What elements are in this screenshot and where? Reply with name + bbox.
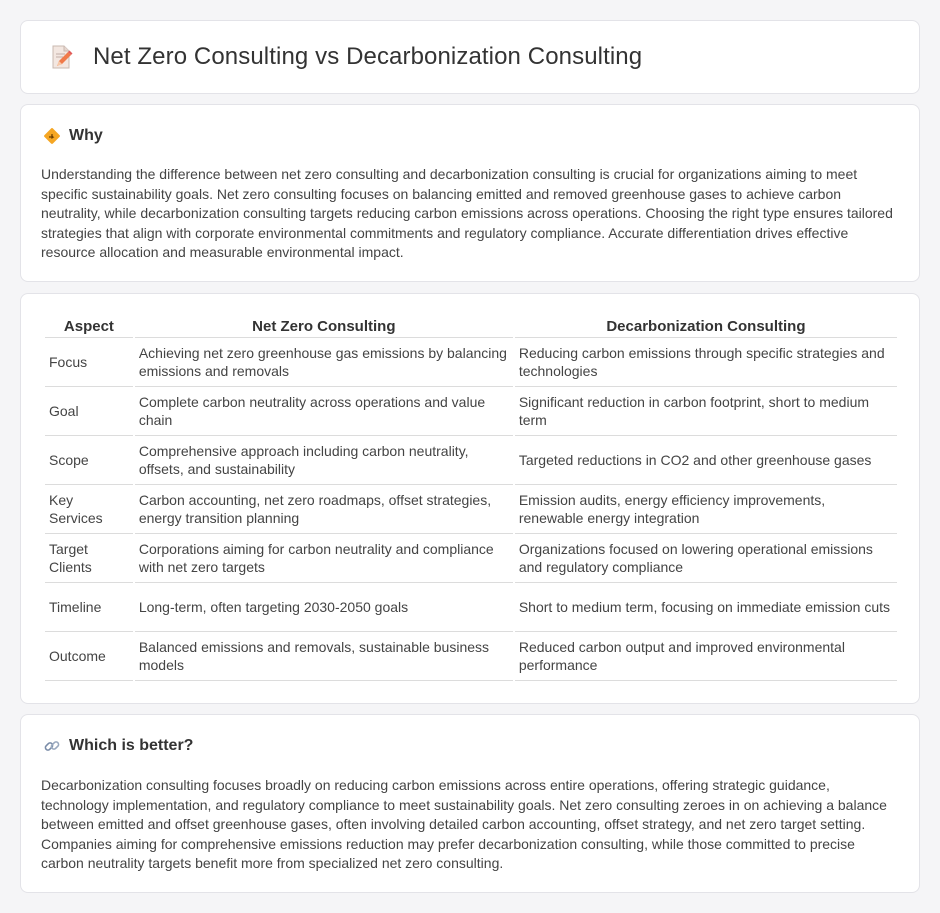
why-card	[20, 104, 920, 282]
cell-decarbonization: Targeted reductions in CO2 and other greenhouse gases	[515, 436, 897, 485]
cell-net-zero: Corporations aiming for carbon neutrality and compliance with net zero targets	[135, 534, 513, 583]
comparison-table	[43, 316, 899, 681]
cell-aspect: Goal	[45, 387, 133, 436]
comparison-card	[20, 293, 920, 704]
header-card	[20, 20, 920, 94]
better-heading: Which is better?	[69, 737, 194, 754]
cell-decarbonization: Organizations focused on lowering operational emissions and regulatory compliance	[515, 534, 897, 583]
table-row	[45, 632, 897, 681]
page-title: Net Zero Consulting vs Decarbonization Consulting	[93, 43, 643, 70]
title-row	[47, 43, 642, 71]
link-icon	[43, 737, 61, 755]
cell-net-zero: Carbon accounting, net zero roadmaps, offset strategies, energy transition planning	[135, 485, 513, 534]
why-heading: Why	[69, 127, 103, 144]
why-text: Understanding the difference between net zero consulting and decarbonization consulting is crucial for organizations aiming to meet specific sustainability goals. Net zero consulting focuses on balancing emitted and removed greenhouse gases to achieve carbon neutrality, while decarbonization consulting targets reducing carbon emissions across operations. Choosing the right type ensures tailored strategies that align with corporate environmental commitments and regulatory compliance. Accurate differentiation drives effective resource allocation and measurable environmental impact.	[41, 166, 893, 261]
table-row	[45, 387, 897, 436]
document-pencil-icon	[47, 43, 75, 71]
table-row	[45, 534, 897, 583]
cell-net-zero: Achieving net zero greenhouse gas emissions by balancing emissions and removals	[135, 338, 513, 387]
table-header-row	[45, 316, 897, 338]
cell-decarbonization: Significant reduction in carbon footprint, short to medium term	[515, 387, 897, 436]
cell-net-zero: Long-term, often targeting 2030-2050 goals	[135, 583, 513, 632]
header-decarbonization: Decarbonization Consulting	[515, 316, 897, 338]
header-aspect: Aspect	[45, 316, 133, 338]
cell-aspect: Key Services	[45, 485, 133, 534]
cell-decarbonization: Emission audits, energy efficiency improvements, renewable energy integration	[515, 485, 897, 534]
cell-aspect: Target Clients	[45, 534, 133, 583]
better-text: Decarbonization consulting focuses broadly on reducing carbon emissions across entire operations, offering strategic guidance, technology implementation, and regulatory compliance to meet sustainability goals. Net zero consulting zeroes in on achieving a balance between emitted and offset greenhouse gases, often involving detailed carbon accounting, offset strategy, and net zero target setting. Companies aiming for comprehensive emissions reduction may prefer decarbonization consulting, while those committed to precise carbon neutrality targets benefit more from specialized net zero consulting.	[41, 777, 887, 872]
table-row	[45, 583, 897, 632]
better-heading-row	[43, 737, 193, 755]
cell-net-zero: Comprehensive approach including carbon neutrality, offsets, and sustainability	[135, 436, 513, 485]
cell-decarbonization: Reduced carbon output and improved environmental performance	[515, 632, 897, 681]
table-row	[45, 436, 897, 485]
cell-aspect: Focus	[45, 338, 133, 387]
diamond-sign-icon	[43, 127, 61, 145]
table-row	[45, 485, 897, 534]
cell-decarbonization: Reducing carbon emissions through specific strategies and technologies	[515, 338, 897, 387]
cell-net-zero: Complete carbon neutrality across operations and value chain	[135, 387, 513, 436]
cell-net-zero: Balanced emissions and removals, sustainable business models	[135, 632, 513, 681]
which-better-card	[20, 714, 920, 893]
cell-decarbonization: Short to medium term, focusing on immediate emission cuts	[515, 583, 897, 632]
cell-aspect: Scope	[45, 436, 133, 485]
header-net-zero: Net Zero Consulting	[135, 316, 513, 338]
table-row	[45, 338, 897, 387]
cell-aspect: Outcome	[45, 632, 133, 681]
why-heading-row	[43, 127, 103, 145]
cell-aspect: Timeline	[45, 583, 133, 632]
